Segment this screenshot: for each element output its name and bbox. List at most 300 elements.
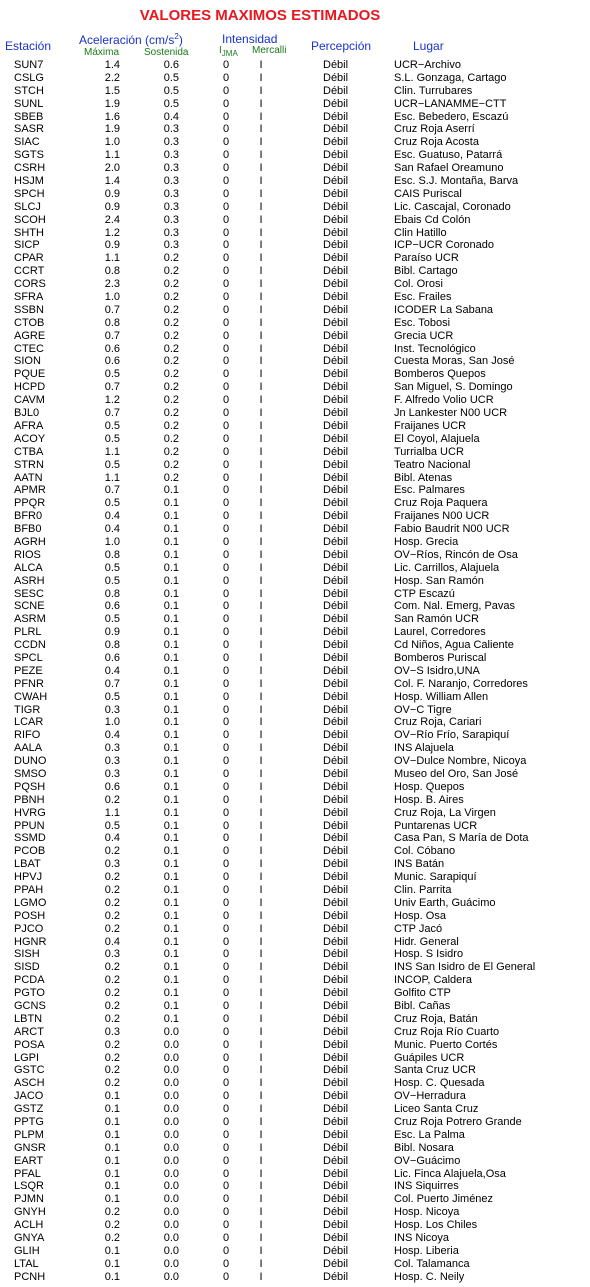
- intensidad-mercalli: I: [259, 690, 263, 703]
- aceleracion-sostenida: 0.3: [163, 200, 179, 213]
- intensidad-jma: 0: [222, 767, 230, 780]
- aceleracion-sostenida: 0.1: [163, 806, 179, 819]
- intensidad-jma: 0: [222, 845, 230, 858]
- station-code: LSQR: [14, 1180, 44, 1193]
- aceleracion-maxima: 0.4: [104, 935, 120, 948]
- station-code: SUNL: [14, 97, 44, 110]
- intensidad-jma: 0: [222, 1038, 230, 1051]
- intensidad-mercalli: I: [259, 1051, 263, 1064]
- table-row: [0, 948, 590, 961]
- intensidad-mercalli: I: [259, 59, 263, 71]
- intensidad-mercalli: I: [259, 613, 263, 626]
- station-code: PJCO: [14, 922, 44, 935]
- lugar: Clin. Parrita: [394, 884, 452, 896]
- intensidad-mercalli: I: [259, 755, 263, 768]
- intensidad-mercalli: I: [259, 1090, 263, 1103]
- page-title: VALORES MAXIMOS ESTIMADOS: [139, 7, 381, 24]
- percepcion: Débil: [323, 948, 349, 961]
- aceleracion-maxima: 0.6: [104, 600, 120, 613]
- intensidad-jma: 0: [222, 97, 230, 110]
- station-code: SASR: [14, 123, 44, 136]
- percepcion: Débil: [323, 484, 349, 497]
- intensidad-mercalli: I: [259, 291, 263, 304]
- intensidad-mercalli: I: [259, 1257, 263, 1270]
- aceleracion-maxima: 0.9: [104, 200, 120, 213]
- intensidad-jma: 0: [222, 896, 230, 909]
- aceleracion-maxima: 1.5: [104, 84, 120, 97]
- intensidad-mercalli: I: [259, 600, 263, 613]
- station-code: STRN: [14, 458, 44, 471]
- table-row: [0, 1116, 590, 1129]
- aceleracion-maxima: 1.4: [104, 59, 120, 71]
- intensidad-jma: 0: [222, 497, 230, 510]
- intensidad-mercalli: I: [259, 561, 263, 574]
- aceleracion-sostenida: 0.1: [163, 677, 179, 690]
- aceleracion-maxima: 0.1: [104, 1257, 120, 1270]
- table-row: [0, 600, 590, 613]
- intensidad-jma: 0: [222, 226, 230, 239]
- intensidad-mercalli: I: [259, 1038, 263, 1051]
- intensidad-jma: 0: [222, 59, 230, 71]
- aceleracion-sostenida: 0.2: [163, 355, 179, 368]
- aceleracion-maxima: 2.2: [104, 71, 120, 84]
- lugar: Cruz Roja Río Cuarto: [394, 1025, 500, 1038]
- lugar: Cruz Roja Paquera: [394, 497, 488, 510]
- intensidad-jma: 0: [222, 329, 230, 342]
- aceleracion-maxima: 0.2: [104, 1232, 120, 1245]
- station-code: JACO: [14, 1090, 44, 1103]
- aceleracion-sostenida: 0.0: [163, 1154, 179, 1167]
- intensidad-mercalli: I: [259, 703, 263, 716]
- aceleracion-sostenida: 0.0: [163, 1206, 179, 1219]
- aceleracion-sostenida: 0.0: [163, 1257, 179, 1270]
- aceleracion-maxima: 2.4: [104, 213, 120, 226]
- intensidad-jma: 0: [222, 703, 230, 716]
- percepcion: Débil: [323, 548, 349, 561]
- table-row: [0, 755, 590, 768]
- aceleracion-maxima: 0.2: [104, 896, 120, 909]
- aceleracion-maxima: 0.5: [104, 574, 120, 587]
- percepcion: Débil: [323, 535, 349, 548]
- intensidad-mercalli: I: [259, 716, 263, 729]
- intensidad-jma: 0: [222, 716, 230, 729]
- percepcion: Débil: [323, 368, 349, 381]
- percepcion: Débil: [323, 626, 349, 639]
- aceleracion-sostenida: 0.1: [163, 548, 179, 561]
- aceleracion-maxima: 1.1: [104, 149, 120, 162]
- table-row: [0, 1129, 590, 1142]
- lugar: S.L. Gonzaga, Cartago: [394, 71, 507, 84]
- percepcion: Débil: [323, 1206, 349, 1219]
- aceleracion-sostenida: 0.2: [163, 432, 179, 445]
- percepcion: Débil: [323, 355, 349, 368]
- lugar: Bibl. Atenas: [394, 471, 453, 484]
- table-row: [0, 252, 590, 265]
- intensidad-mercalli: I: [259, 935, 263, 948]
- table-row: [0, 1064, 590, 1077]
- station-code: SSMD: [14, 832, 46, 845]
- station-code: HVRG: [14, 806, 46, 819]
- intensidad-mercalli: I: [259, 445, 263, 458]
- station-code: SUN7: [14, 59, 44, 71]
- station-code: EART: [14, 1154, 44, 1167]
- lugar: Hosp. Nicoya: [394, 1206, 460, 1219]
- station-code: PLPM: [14, 1128, 44, 1141]
- table-row: [0, 871, 590, 884]
- intensidad-jma: 0: [222, 458, 230, 471]
- aceleracion-sostenida: 0.3: [163, 136, 179, 149]
- table-row: [0, 523, 590, 536]
- station-code: APMR: [14, 484, 46, 497]
- aceleracion-maxima: 0.4: [104, 664, 120, 677]
- aceleracion-sostenida: 0.2: [163, 265, 179, 278]
- aceleracion-maxima: 0.1: [104, 1116, 120, 1129]
- lugar: INS Nicoya: [394, 1232, 450, 1245]
- lugar: Ebais Cd Colón: [394, 213, 471, 226]
- table-row: [0, 652, 590, 665]
- table-row: [0, 781, 590, 794]
- aceleracion-maxima: 0.6: [104, 342, 120, 355]
- intensidad-jma: 0: [222, 523, 230, 536]
- table-row: [0, 149, 590, 162]
- aceleracion-maxima: 0.2: [104, 909, 120, 922]
- intensidad-jma: 0: [222, 639, 230, 652]
- intensidad-mercalli: I: [259, 419, 263, 432]
- table-row: [0, 381, 590, 394]
- aceleracion-maxima: 0.2: [104, 1206, 120, 1219]
- percepcion: Débil: [323, 1232, 349, 1245]
- intensidad-jma: 0: [222, 961, 230, 974]
- intensidad-mercalli: I: [259, 303, 263, 316]
- station-code: BFR0: [14, 510, 43, 523]
- aceleracion-maxima: 0.2: [104, 987, 120, 1000]
- table-row: [0, 1232, 590, 1245]
- intensidad-mercalli: I: [259, 1116, 263, 1129]
- table-row: [0, 291, 590, 304]
- intensidad-mercalli: I: [259, 639, 263, 652]
- intensidad-mercalli: I: [259, 587, 263, 600]
- lugar: INS Siquirres: [394, 1180, 459, 1193]
- percepcion: Débil: [323, 677, 349, 690]
- aceleracion-sostenida: 0.1: [163, 1012, 179, 1025]
- intensidad-jma: 0: [222, 1103, 230, 1116]
- station-code: CWAH: [14, 690, 48, 703]
- intensidad-mercalli: I: [259, 922, 263, 935]
- station-code: ALCA: [14, 561, 43, 574]
- aceleracion-maxima: 0.9: [104, 239, 120, 252]
- aceleracion-sostenida: 0.0: [163, 1051, 179, 1064]
- table-row: [0, 1193, 590, 1206]
- intensidad-mercalli: I: [259, 948, 263, 961]
- percepcion: Débil: [323, 664, 349, 677]
- aceleracion-sostenida: 0.2: [163, 419, 179, 432]
- percepcion: Débil: [323, 716, 349, 729]
- aceleracion-sostenida: 0.2: [163, 291, 179, 304]
- aceleracion-sostenida: 0.3: [163, 123, 179, 136]
- intensidad-mercalli: I: [259, 432, 263, 445]
- aceleracion-maxima: 0.8: [104, 265, 120, 278]
- intensidad-mercalli: I: [259, 84, 263, 97]
- intensidad-jma: 0: [222, 1064, 230, 1077]
- intensidad-mercalli: I: [259, 149, 263, 162]
- station-code: AFRA: [14, 419, 44, 432]
- table-row: [0, 188, 590, 201]
- station-code: SCNE: [14, 600, 45, 613]
- aceleracion-maxima: 0.2: [104, 871, 120, 884]
- percepcion: Débil: [323, 445, 349, 458]
- aceleracion-sostenida: 0.5: [163, 84, 179, 97]
- percepcion: Débil: [323, 1180, 349, 1193]
- aceleracion-sostenida: 0.1: [163, 909, 179, 922]
- aceleracion-maxima: 0.1: [104, 1103, 120, 1116]
- lugar: Munic. Sarapiquí: [394, 871, 477, 884]
- aceleracion-maxima: 0.3: [104, 1025, 120, 1038]
- intensidad-jma: 0: [222, 1244, 230, 1257]
- percepcion: Débil: [323, 1219, 349, 1232]
- intensidad-jma: 0: [222, 1257, 230, 1270]
- aceleracion-sostenida: 0.1: [163, 497, 179, 510]
- aceleracion-sostenida: 0.1: [163, 716, 179, 729]
- intensidad-jma: 0: [222, 935, 230, 948]
- station-code: PFAL: [14, 1167, 41, 1180]
- aceleracion-sostenida: 0.1: [163, 755, 179, 768]
- aceleracion-sostenida: 0.0: [163, 1128, 179, 1141]
- station-code: LBAT: [14, 858, 41, 871]
- lugar: Museo del Oro, San José: [394, 767, 519, 780]
- percepcion: Débil: [323, 162, 349, 175]
- aceleracion-sostenida: 0.6: [163, 59, 179, 71]
- aceleracion-maxima: 0.2: [104, 974, 120, 987]
- intensidad-mercalli: I: [259, 961, 263, 974]
- intensidad-jma: 0: [222, 974, 230, 987]
- percepcion: Débil: [323, 303, 349, 316]
- percepcion: Débil: [323, 858, 349, 871]
- intensidad-jma: 0: [222, 1090, 230, 1103]
- lugar: OV−Ríos, Rincón de Osa: [394, 548, 518, 561]
- aceleracion-maxima: 0.5: [104, 613, 120, 626]
- table-row: [0, 214, 590, 227]
- station-code: SICP: [14, 239, 40, 252]
- station-code: BJL0: [14, 407, 40, 420]
- aceleracion-maxima: 2.3: [104, 278, 120, 291]
- table-row: [0, 162, 590, 175]
- aceleracion-sostenida: 0.4: [163, 110, 179, 123]
- intensidad-jma: 0: [222, 1128, 230, 1141]
- station-code: SPCH: [14, 187, 45, 200]
- table-row: [0, 665, 590, 678]
- intensidad-jma: 0: [222, 84, 230, 97]
- lugar: Grecia UCR: [394, 329, 454, 342]
- intensidad-mercalli: I: [259, 458, 263, 471]
- percepcion: Débil: [323, 1077, 349, 1090]
- intensidad-mercalli: I: [259, 896, 263, 909]
- intensidad-jma: 0: [222, 1154, 230, 1167]
- station-code: GNYA: [14, 1232, 45, 1245]
- table-row: [0, 330, 590, 343]
- percepcion: Débil: [323, 226, 349, 239]
- table-row: [0, 497, 590, 510]
- lugar: Cruz Roja Acosta: [394, 136, 479, 149]
- intensidad-mercalli: I: [259, 265, 263, 278]
- station-code: PCDA: [14, 974, 45, 987]
- station-code: HGNR: [14, 935, 47, 948]
- intensidad-mercalli: I: [259, 1219, 263, 1232]
- aceleracion-maxima: 0.2: [104, 1219, 120, 1232]
- station-code: SISD: [14, 961, 40, 974]
- percepcion: Débil: [323, 639, 349, 652]
- table-row: [0, 961, 590, 974]
- percepcion: Débil: [323, 278, 349, 291]
- intensidad-mercalli: I: [259, 368, 263, 381]
- table-row: [0, 59, 590, 72]
- intensidad-mercalli: I: [259, 1064, 263, 1077]
- intensidad-mercalli: I: [259, 71, 263, 84]
- percepcion: Débil: [323, 703, 349, 716]
- aceleracion-maxima: 1.2: [104, 394, 120, 407]
- aceleracion-maxima: 0.9: [104, 187, 120, 200]
- lugar: UCR−Archivo: [394, 59, 461, 71]
- table-row: [0, 588, 590, 601]
- lugar: Hosp. San Ramón: [394, 574, 484, 587]
- percepcion: Débil: [323, 1000, 349, 1013]
- station-code: ARCT: [14, 1025, 44, 1038]
- table-row: [0, 910, 590, 923]
- intensidad-jma: 0: [222, 729, 230, 742]
- intensidad-jma: 0: [222, 780, 230, 793]
- table-row: [0, 897, 590, 910]
- intensidad-mercalli: I: [259, 1167, 263, 1180]
- intensidad-jma: 0: [222, 1219, 230, 1232]
- header-mercalli: Mercalli: [252, 45, 287, 56]
- intensidad-jma: 0: [222, 871, 230, 884]
- header-sostenida: Sostenida: [144, 47, 189, 58]
- intensidad-jma: 0: [222, 432, 230, 445]
- intensidad-mercalli: I: [259, 651, 263, 664]
- station-code: GSTC: [14, 1064, 45, 1077]
- aceleracion-maxima: 0.2: [104, 1051, 120, 1064]
- lugar: Hosp. Osa: [394, 909, 446, 922]
- percepcion: Débil: [323, 742, 349, 755]
- station-code: SGTS: [14, 149, 44, 162]
- aceleracion-maxima: 0.3: [104, 742, 120, 755]
- table-row: [0, 549, 590, 562]
- table-row: [0, 562, 590, 575]
- intensidad-jma: 0: [222, 819, 230, 832]
- aceleracion-sostenida: 0.0: [163, 1167, 179, 1180]
- table-row: [0, 227, 590, 240]
- intensidad-jma: 0: [222, 535, 230, 548]
- aceleracion-maxima: 1.1: [104, 445, 120, 458]
- station-code: GNYH: [14, 1206, 46, 1219]
- percepcion: Débil: [323, 600, 349, 613]
- percepcion: Débil: [323, 871, 349, 884]
- station-code: LGMO: [14, 896, 47, 909]
- intensidad-jma: 0: [222, 1025, 230, 1038]
- lugar: Cuesta Moras, San José: [394, 355, 515, 368]
- table-row: [0, 923, 590, 936]
- intensidad-mercalli: I: [259, 123, 263, 136]
- aceleracion-sostenida: 0.2: [163, 303, 179, 316]
- intensidad-jma: 0: [222, 1206, 230, 1219]
- intensidad-mercalli: I: [259, 1232, 263, 1245]
- aceleracion-sostenida: 0.5: [163, 71, 179, 84]
- aceleracion-sostenida: 0.1: [163, 793, 179, 806]
- table-row: [0, 1180, 590, 1193]
- intensidad-mercalli: I: [259, 1128, 263, 1141]
- intensidad-mercalli: I: [259, 1244, 263, 1257]
- aceleracion-maxima: 0.8: [104, 548, 120, 561]
- station-code: GSTZ: [14, 1103, 44, 1116]
- table-row: [0, 858, 590, 871]
- percepcion: Débil: [323, 961, 349, 974]
- station-code: CCDN: [14, 639, 46, 652]
- lugar: Lic. Finca Alajuela,Osa: [394, 1167, 506, 1180]
- intensidad-mercalli: I: [259, 858, 263, 871]
- aceleracion-sostenida: 0.1: [163, 703, 179, 716]
- table-row: [0, 1103, 590, 1116]
- lugar: Lic. Carrillos, Alajuela: [394, 561, 500, 574]
- station-code: CPAR: [14, 252, 44, 265]
- station-table: [0, 59, 590, 1284]
- intensidad-jma: 0: [222, 265, 230, 278]
- table-row: [0, 936, 590, 949]
- station-code: SIAC: [14, 136, 40, 149]
- intensidad-jma: 0: [222, 71, 230, 84]
- lugar: Fraijanes N00 UCR: [394, 510, 490, 523]
- intensidad-jma: 0: [222, 664, 230, 677]
- station-code: DUNO: [14, 755, 47, 768]
- intensidad-mercalli: I: [259, 1193, 263, 1206]
- percepcion: Débil: [323, 1051, 349, 1064]
- intensidad-jma: 0: [222, 1141, 230, 1154]
- intensidad-jma: 0: [222, 548, 230, 561]
- lugar: Esc. Frailes: [394, 291, 452, 304]
- intensidad-jma: 0: [222, 858, 230, 871]
- intensidad-jma: 0: [222, 626, 230, 639]
- intensidad-mercalli: I: [259, 1206, 263, 1219]
- percepcion: Débil: [323, 239, 349, 252]
- aceleracion-sostenida: 0.3: [163, 149, 179, 162]
- station-code: PCNH: [14, 1270, 46, 1283]
- aceleracion-sostenida: 0.0: [163, 1270, 179, 1283]
- station-code: SPCL: [14, 651, 43, 664]
- header-maxima: Máxima: [84, 47, 120, 58]
- aceleracion-maxima: 0.4: [104, 832, 120, 845]
- intensidad-mercalli: I: [259, 535, 263, 548]
- intensidad-mercalli: I: [259, 871, 263, 884]
- lugar: Col. Cóbano: [394, 845, 456, 858]
- aceleracion-sostenida: 0.5: [163, 97, 179, 110]
- aceleracion-maxima: 1.0: [104, 291, 120, 304]
- intensidad-jma: 0: [222, 909, 230, 922]
- table-row: [0, 420, 590, 433]
- station-code: STCH: [14, 84, 44, 97]
- table-row: [0, 1206, 590, 1219]
- lugar: Esc. Guatuso, Patarrá: [394, 149, 503, 162]
- table-row: [0, 1077, 590, 1090]
- lugar: INS Batán: [394, 858, 445, 871]
- intensidad-jma: 0: [222, 110, 230, 123]
- aceleracion-maxima: 1.6: [104, 110, 120, 123]
- aceleracion-maxima: 0.8: [104, 316, 120, 329]
- percepcion: Débil: [323, 613, 349, 626]
- intensidad-jma: 0: [222, 149, 230, 162]
- station-code: SION: [14, 355, 41, 368]
- lugar: Casa Pan, S María de Dota: [394, 832, 529, 845]
- table-row: [0, 510, 590, 523]
- aceleracion-sostenida: 0.1: [163, 600, 179, 613]
- intensidad-jma: 0: [222, 561, 230, 574]
